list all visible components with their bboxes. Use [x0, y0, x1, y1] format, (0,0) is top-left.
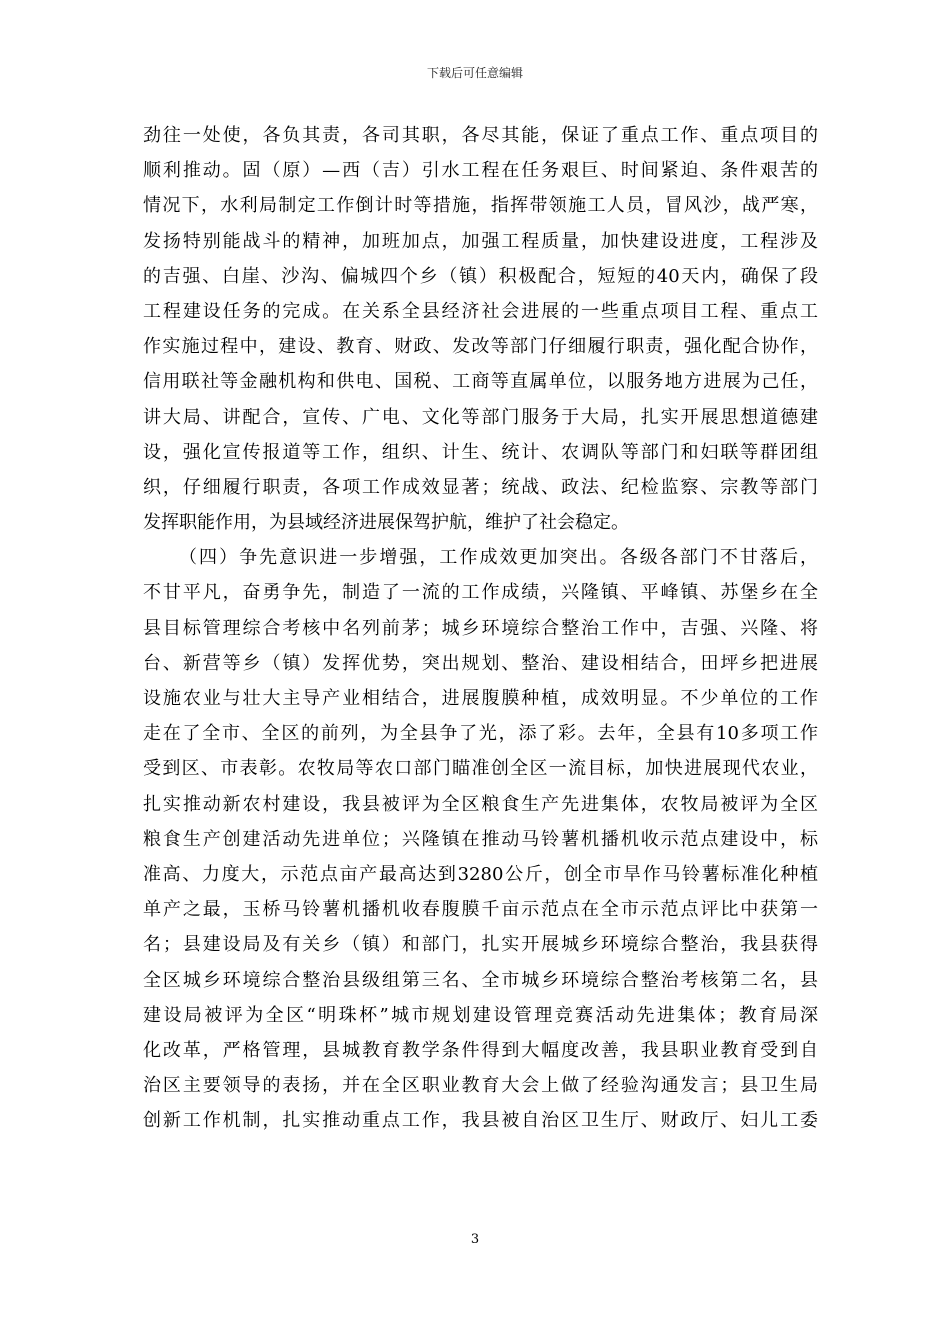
text-line: 工程建设任务的完成。在关系全县经济社会进展的一些重点项目工程、重点工	[143, 300, 818, 322]
text-line: 设施农业与壮大主导产业相结合，进展腹膜种植，成效明显。不少单位的工作	[143, 688, 818, 709]
section-heading-line: （四）争先意识进一步增强，工作成效更加突出。各级各部门不甘落后，	[179, 547, 818, 569]
page-number: 3	[470, 1232, 480, 1247]
text-line: 不甘平凡，奋勇争先，制造了一流的工作成绩，兴隆镇、平峰镇、苏堡乡在全	[143, 582, 818, 604]
text-line: 讲大局、讲配合，宣传、广电、文化等部门服务于大局，扎实开展思想道德建	[143, 406, 818, 428]
text-line: 化改革，严格管理，县城教育教学条件得到大幅度改善，我县职业教育受到自	[143, 1039, 818, 1061]
text-line: 台、新营等乡（镇）发挥优势，突出规划、整治、建设相结合，田坪乡把进展	[143, 652, 818, 674]
text-line: 作实施过程中，建设、教育、财政、发改等部门仔细履行职责，强化配合协作，	[143, 336, 818, 358]
paragraph-end-line: 发挥职能作用，为县域经济进展保驾护航，维护了社会稳定。	[143, 512, 629, 534]
text-line: 扎实推动新农村建设，我县被评为全区粮食生产先进集体，农牧局被评为全区	[143, 793, 818, 815]
text-line: 建设局被评为全区“明珠杯”城市规划建设管理竞赛活动先进集体；教育局深	[143, 1004, 818, 1026]
text-line: 情况下，水利局制定工作倒计时等措施，指挥带领施工人员，冒风沙，战严寒，	[143, 195, 818, 217]
text-line: 粮食生产创建活动先进单位；兴隆镇在推动马铃薯机播机收示范点建设中，标	[143, 828, 818, 850]
text-line: 准高、力度大，示范点亩产最高达到3280公斤，创全市旱作马铃薯标准化种植	[143, 863, 818, 885]
text-line: 治区主要领导的表扬，并在全区职业教育大会上做了经验沟通发言；县卫生局	[143, 1075, 818, 1097]
body-text	[143, 118, 818, 1138]
text-line: 名；县建设局及有关乡（镇）和部门，扎实开展城乡环境综合整治，我县获得	[143, 934, 818, 956]
text-line: 发扬特别能战斗的精神，加班加点，加强工程质量，加快建设进度，工程涉及	[143, 230, 818, 252]
text-line: 全区城乡环境综合整治县级组第三名、全市城乡环境综合整治考核第二名，县	[143, 969, 818, 991]
page-header: 下载后可任意编辑	[426, 66, 523, 80]
text-line: 顺利推动。固（原）—西（吉）引水工程在任务艰巨、时间紧迫、条件艰苦的	[143, 160, 818, 182]
text-line: 走在了全市、全区的前列，为全县争了光，添了彩。去年，全县有10多项工作	[143, 723, 818, 745]
text-line: 劲往一处使，各负其责，各司其职，各尽其能，保证了重点工作、重点项目的	[143, 125, 818, 146]
text-line: 创新工作机制，扎实推动重点工作，我县被自治区卫生厅、财政厅、妇儿工委	[143, 1110, 818, 1132]
text-line: 单产之最，玉桥马铃薯机播机收春腹膜千亩示范点在全市示范点评比中获第一	[143, 899, 818, 921]
text-line: 受到区、市表彰。农牧局等农口部门瞄准创全区一流目标，加快进展现代农业，	[143, 758, 818, 780]
text-line: 设，强化宣传报道等工作，组织、计生、统计、农调队等部门和妇联等群团组	[143, 441, 818, 463]
text-line: 信用联社等金融机构和供电、国税、工商等直属单位，以服务地方进展为己任，	[143, 371, 818, 393]
text-line: 的吉强、白崖、沙沟、偏城四个乡（镇）积极配合，短短的40天内，确保了段	[143, 265, 818, 287]
text-line: 县目标管理综合考核中名列前茅；城乡环境综合整治工作中，吉强、兴隆、将	[143, 617, 818, 639]
text-line: 织，仔细履行职责，各项工作成效显著；统战、政法、纪检监察、宗教等部门	[143, 476, 818, 498]
